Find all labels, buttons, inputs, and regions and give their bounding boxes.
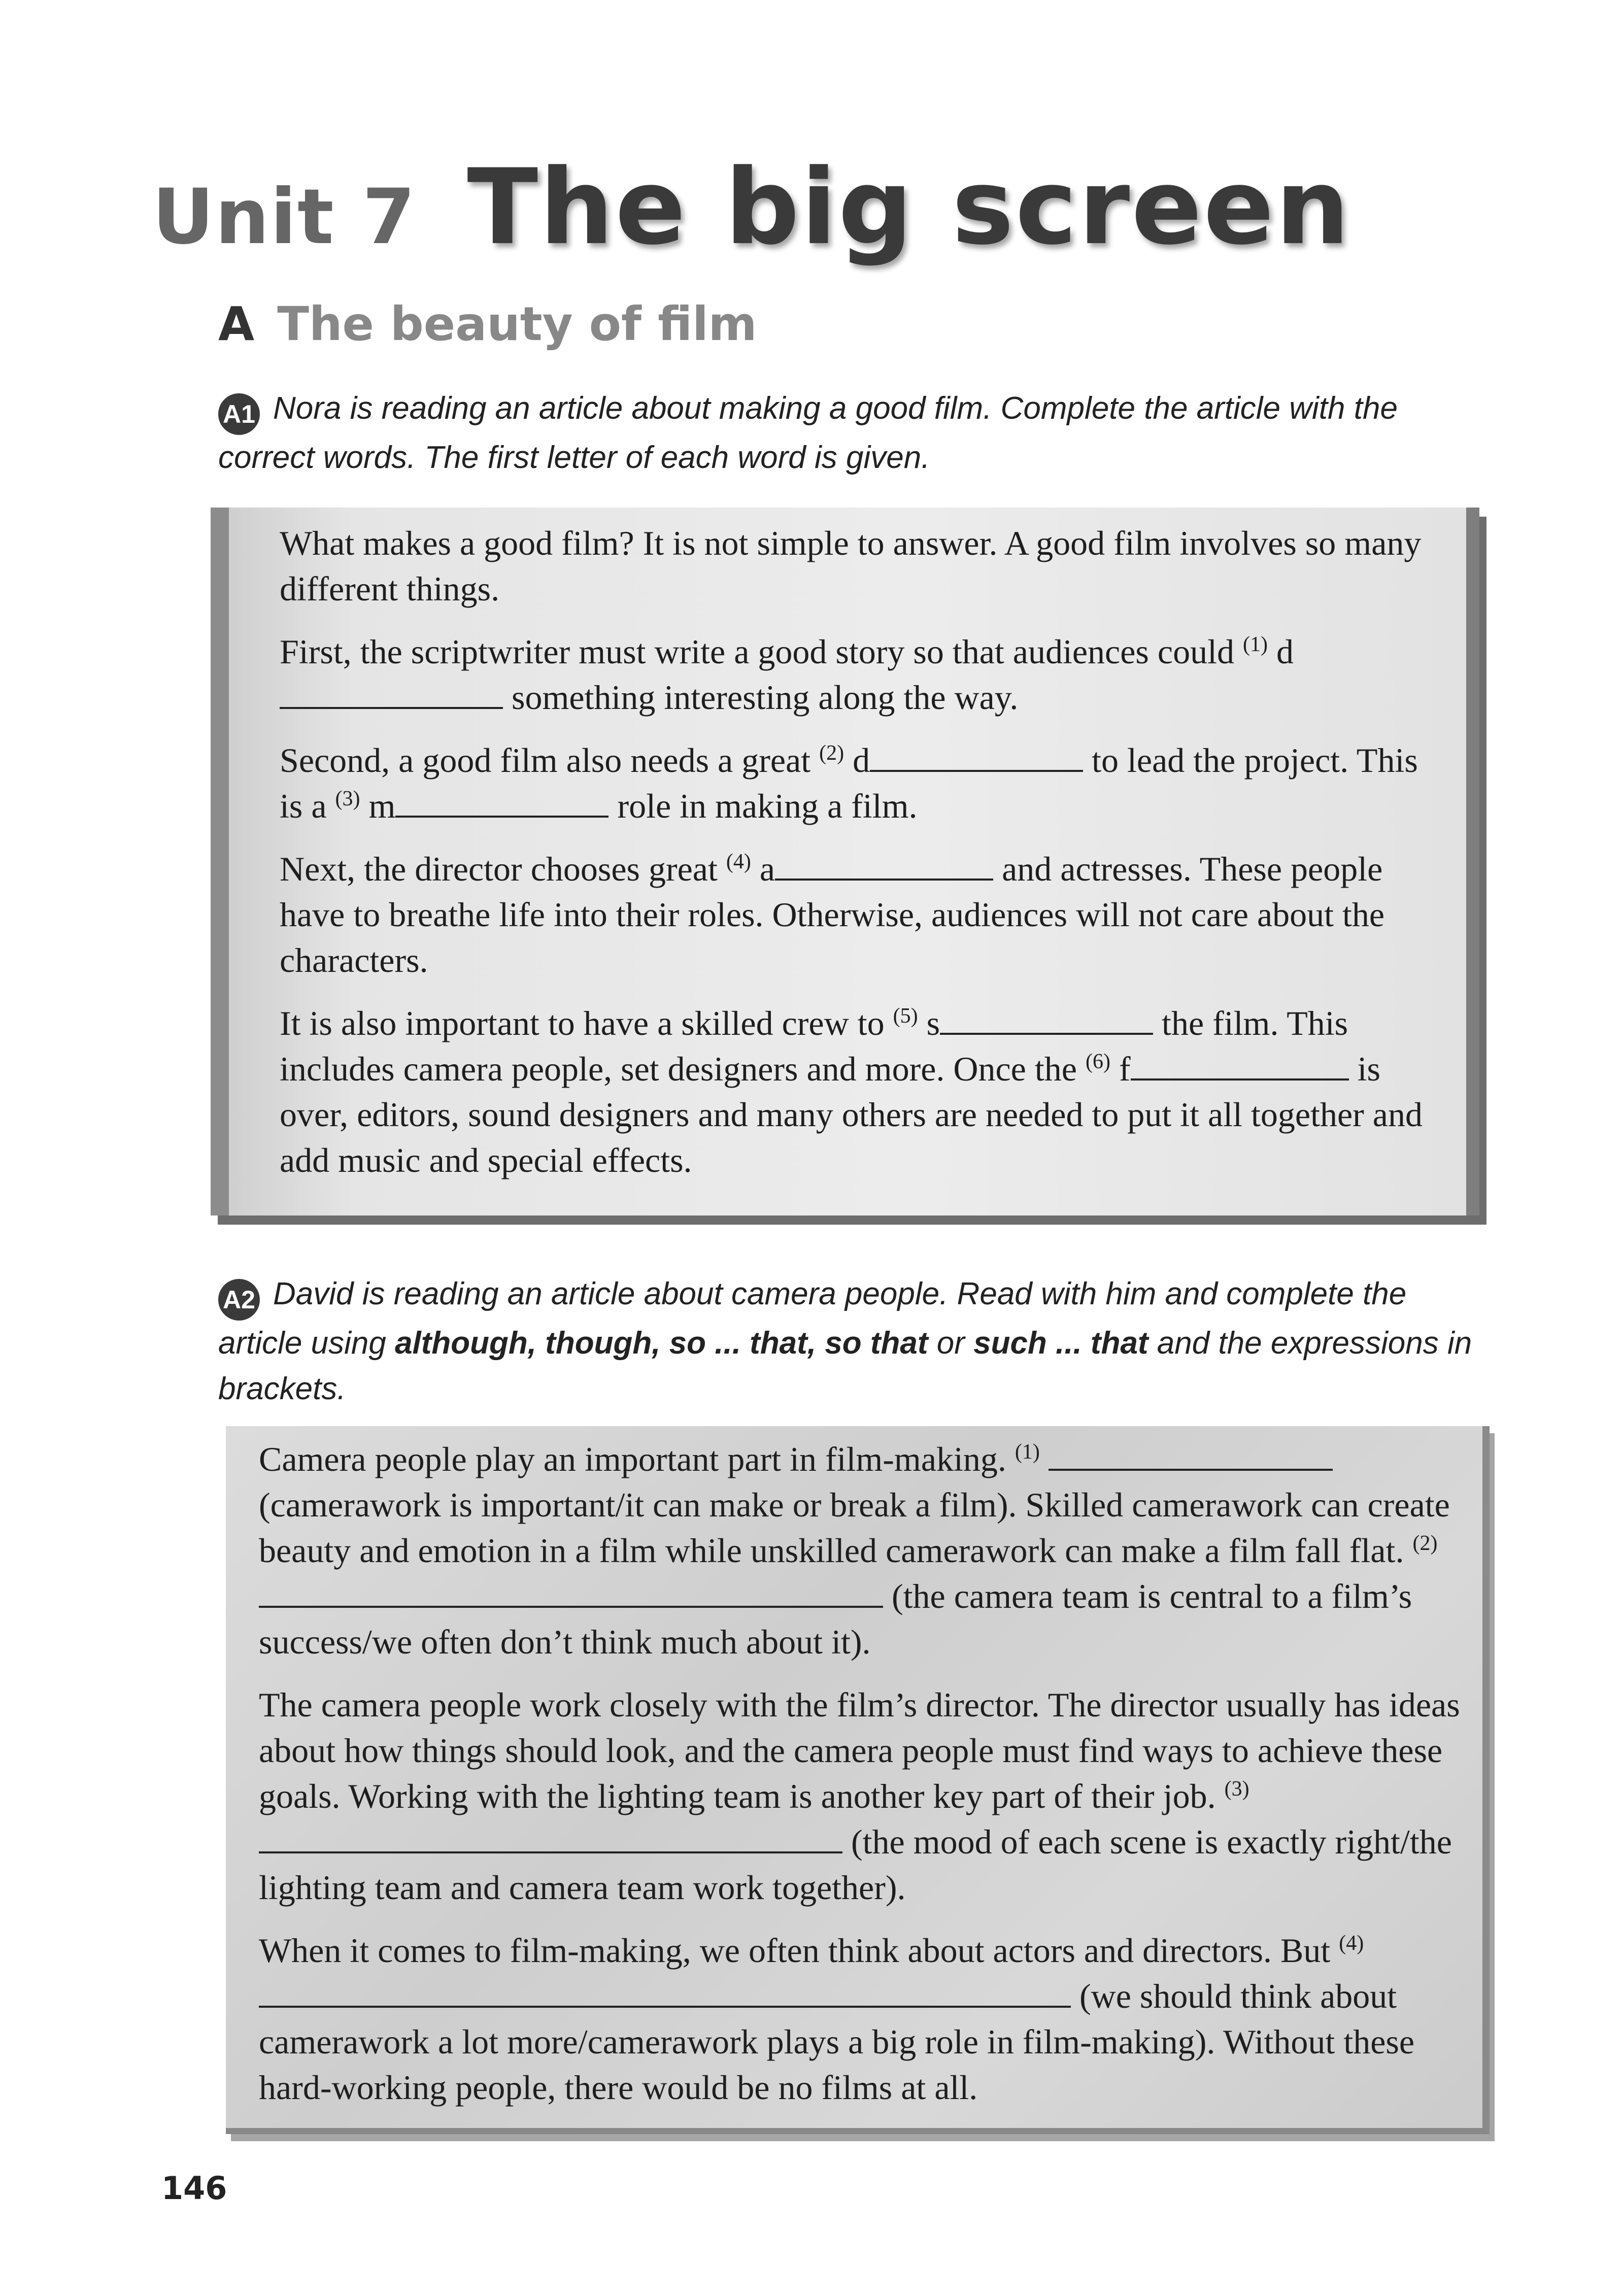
a2-gap-2-blank[interactable]	[259, 1577, 883, 1608]
a1-paragraph-3	[280, 737, 1447, 829]
a1-gap-6-blank[interactable]	[1131, 1050, 1349, 1081]
unit-name: The big screen	[467, 147, 1351, 268]
a1-p4-end: and actresses. These people have to breathe life into their roles. Otherwise, audiences will not care about the characters.	[280, 850, 1385, 980]
a2-instr-keywords-2: such ... that	[973, 1326, 1148, 1361]
a1-p2-end: something interesting along the way.	[512, 678, 1019, 717]
a2-gap-4-blank[interactable]	[259, 1977, 1071, 2008]
a1-gap-letter-1: d	[1276, 632, 1294, 671]
a2-instr-keywords-1: although, though, so ... that, so that	[395, 1326, 928, 1361]
exercise-a2-badge: A2	[218, 1279, 260, 1321]
a1-gap-letter-4: a	[759, 850, 775, 888]
a1-gap-4-blank[interactable]	[775, 850, 993, 881]
a1-p3-mid: to lead the project. This is a	[280, 741, 1418, 825]
a1-gap-5-blank[interactable]	[940, 1004, 1153, 1035]
a1-gap-letter-2: d	[853, 741, 870, 780]
a1-p5-mid: the film. This includes camera people, set designers and more. Once the	[280, 1004, 1348, 1088]
a2-p3-end: (we should think about camerawork a lot more/camerawork plays a big role in film-making). Without these hard-working people, there would be no films at all.	[259, 1977, 1415, 2107]
a1-gap-number-5: (5)	[893, 1004, 918, 1028]
a1-gap-3-blank[interactable]	[395, 787, 608, 818]
a2-gap-1-blank[interactable]	[1049, 1440, 1333, 1471]
section-heading	[218, 297, 757, 351]
a1-p1-text: What makes a good film? It is not simple to answer. A good film involves so many different things.	[280, 524, 1422, 608]
a2-paragraph-1	[259, 1436, 1467, 1665]
exercise-a2-article-box	[226, 1426, 1490, 2134]
a2-instr-part-1: David is reading an article about camera people. Read with him and complete the article using	[218, 1276, 1407, 1361]
exercise-a1-instruction	[218, 386, 1477, 481]
a1-gap-number-3: (3)	[335, 787, 360, 811]
a1-p3-start: Second, a good film also needs a great	[280, 741, 811, 780]
a1-gap-2-blank[interactable]	[870, 741, 1083, 772]
a1-p2-start: First, the scriptwriter must write a good story so that audiences could	[280, 632, 1234, 671]
a2-paragraph-2	[259, 1682, 1467, 1910]
a1-gap-letter-5: s	[926, 1004, 940, 1042]
a2-gap-number-4: (4)	[1339, 1932, 1364, 1955]
a2-p3-start: When it comes to film-making, we often think about actors and directors. But	[259, 1931, 1331, 1970]
a1-gap-number-6: (6)	[1085, 1050, 1110, 1073]
a1-p5-start: It is also important to have a skilled crew to	[280, 1004, 885, 1042]
a1-paragraph-1	[280, 520, 1447, 612]
a1-gap-1-blank[interactable]	[280, 679, 503, 709]
exercise-a1-article-box	[211, 508, 1479, 1215]
a2-p2-end: (the mood of each scene is exactly right/the lighting team and camera team work together).	[259, 1822, 1452, 1907]
section-title: The beauty of film	[277, 297, 757, 351]
a2-article-text	[259, 1436, 1467, 2128]
a1-paragraph-4	[280, 846, 1447, 983]
a1-gap-number-1: (1)	[1242, 633, 1268, 656]
a1-p3-end: role in making a film.	[617, 787, 918, 825]
exercise-a2-instruction	[218, 1271, 1477, 1412]
a1-gap-letter-6: f	[1119, 1050, 1131, 1088]
a2-p1-mid: (camerawork is important/it can make or break a film). Skilled camerawork can create beauty and emotion in a film while unskilled camerawork can make a film fall flat.	[259, 1485, 1450, 1570]
a2-gap-number-3: (3)	[1224, 1777, 1249, 1801]
a1-p4-start: Next, the director chooses great	[280, 850, 718, 888]
a2-p2-start: The camera people work closely with the film’s director. The director usually has ideas about how things should look, and the camera people must find ways to achieve these goals. Working with the lighting team is another key part of their job.	[259, 1685, 1460, 1815]
a2-p1-end: (the camera team is central to a film’s success/we often don’t think much about it).	[259, 1577, 1412, 1661]
a1-paragraph-5	[280, 1000, 1447, 1183]
a2-paragraph-3	[259, 1928, 1467, 2110]
a2-p1-start: Camera people play an important part in film-making.	[259, 1440, 1006, 1478]
a1-gap-number-2: (2)	[819, 741, 844, 765]
a2-instr-part-3: and the expressions in brackets.	[218, 1326, 1472, 1406]
a1-article-text	[280, 520, 1447, 1200]
a1-instruction-text: Nora is reading an article about making a good film. Complete the article with the correct words. The first letter of each word is given.	[218, 391, 1398, 475]
a1-gap-letter-3: m	[368, 787, 396, 825]
a2-gap-number-2: (2)	[1412, 1532, 1438, 1555]
a2-gap-3-blank[interactable]	[259, 1823, 842, 1853]
unit-label: Unit 7	[152, 173, 417, 261]
page-number: 146	[161, 2170, 227, 2207]
section-letter: A	[218, 297, 255, 351]
a1-p5-end: is over, editors, sound designers and many others are needed to put it all together and add music and special effects.	[280, 1050, 1423, 1179]
a1-gap-number-4: (4)	[726, 850, 751, 873]
a2-instr-part-2: or	[928, 1326, 974, 1361]
a2-gap-number-1: (1)	[1015, 1440, 1040, 1464]
a1-paragraph-2	[280, 629, 1447, 720]
unit-title	[152, 147, 1351, 268]
exercise-a1-badge: A1	[218, 393, 260, 435]
